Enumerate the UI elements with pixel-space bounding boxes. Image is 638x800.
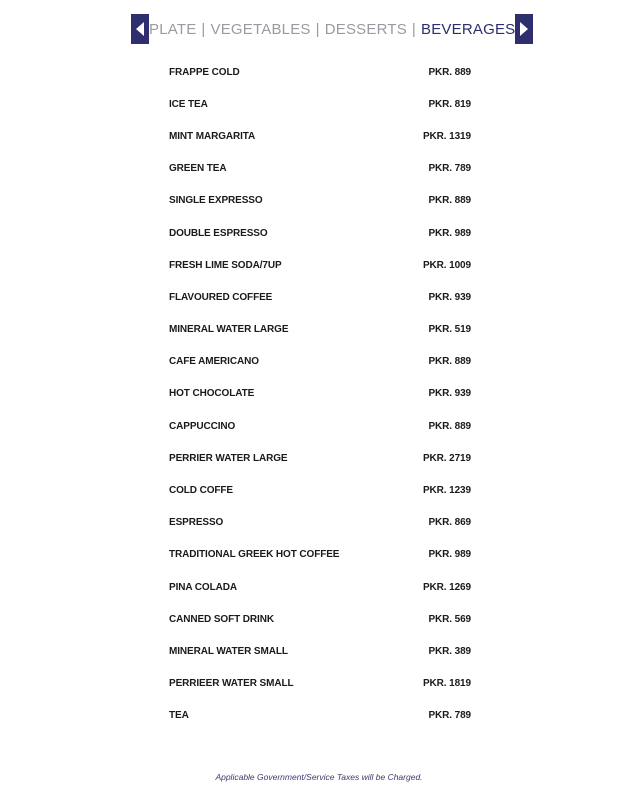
item-price: PKR. 889 — [428, 356, 471, 368]
menu-item — [169, 185, 471, 217]
item-name: TEA — [169, 710, 189, 722]
category-nav — [131, 14, 516, 44]
item-name: FRAPPE COLD — [169, 66, 240, 78]
item-price: PKR. 1009 — [422, 259, 471, 271]
tax-note: Applicable Government/Service Taxes will be Charged. — [215, 772, 423, 782]
menu-item — [169, 88, 471, 120]
menu-item — [169, 217, 471, 249]
menu-item — [169, 120, 471, 152]
menu-item — [169, 153, 471, 185]
item-name: MINERAL WATER LARGE — [169, 324, 289, 336]
menu-item — [169, 474, 471, 506]
item-name: MINERAL WATER SMALL — [169, 645, 288, 657]
menu-item — [169, 442, 471, 474]
chevron-left-icon — [135, 21, 145, 37]
chevron-right-icon — [519, 21, 529, 37]
item-price: PKR. 789 — [428, 163, 471, 175]
menu-item — [169, 378, 471, 410]
menu-item — [169, 603, 471, 635]
menu-item — [169, 281, 471, 313]
menu-item — [169, 410, 471, 442]
menu-item — [169, 668, 471, 700]
tab-beverages[interactable]: BEVERAGES — [421, 20, 516, 38]
menu-item — [169, 346, 471, 378]
item-price: PKR. 989 — [428, 549, 471, 561]
item-price: PKR. 1319 — [422, 130, 471, 142]
item-name: HOT CHOCOLATE — [169, 388, 255, 400]
menu-item — [169, 249, 471, 281]
item-price: PKR. 889 — [428, 195, 471, 207]
item-price: PKR. 2719 — [422, 452, 471, 464]
item-name: FRESH LIME SODA/7UP — [169, 259, 282, 271]
item-name: DOUBLE ESPRESSO — [169, 227, 268, 239]
item-price: PKR. 1819 — [422, 678, 471, 690]
item-price: PKR. 519 — [428, 324, 471, 336]
beverage-menu-list — [169, 56, 471, 732]
tab-separator: | — [315, 20, 320, 38]
item-name: SINGLE EXPRESSO — [169, 195, 263, 207]
item-price: PKR. 869 — [428, 517, 471, 529]
item-price: PKR. 569 — [428, 613, 471, 625]
item-price: PKR. 889 — [428, 420, 471, 432]
menu-item — [169, 700, 471, 732]
item-name: ESPRESSO — [169, 517, 224, 529]
item-name: PERRIER WATER LARGE — [169, 452, 288, 464]
next-category-button[interactable] — [515, 14, 533, 44]
tab-separator: | — [201, 20, 206, 38]
category-tabs — [149, 21, 515, 38]
item-price: PKR. 389 — [428, 645, 471, 657]
item-name: CAFE AMERICANO — [169, 356, 259, 368]
menu-item — [169, 507, 471, 539]
item-price: PKR. 1269 — [422, 581, 471, 593]
item-price: PKR. 1239 — [422, 485, 471, 497]
item-name: CAPPUCCINO — [169, 420, 236, 432]
item-price: PKR. 789 — [428, 710, 471, 722]
tab-plate[interactable]: PLATE — [149, 20, 197, 38]
item-name: TRADITIONAL GREEK HOT COFFEE — [169, 549, 340, 561]
menu-item — [169, 314, 471, 346]
item-price: PKR. 939 — [428, 291, 471, 303]
prev-category-button[interactable] — [131, 14, 149, 44]
item-price: PKR. 989 — [428, 227, 471, 239]
item-name: FLAVOURED COFFEE — [169, 291, 273, 303]
menu-item — [169, 56, 471, 88]
menu-item — [169, 571, 471, 603]
item-name: PERRIEER WATER SMALL — [169, 678, 294, 690]
item-price: PKR. 819 — [428, 98, 471, 110]
item-name: COLD COFFE — [169, 485, 233, 497]
item-name: ICE TEA — [169, 98, 208, 110]
tab-separator: | — [411, 20, 417, 38]
item-name: MINT MARGARITA — [169, 130, 256, 142]
item-name: CANNED SOFT DRINK — [169, 613, 274, 625]
tab-desserts[interactable]: DESSERTS — [324, 20, 407, 38]
menu-item — [169, 539, 471, 571]
item-name: PINA COLADA — [169, 581, 237, 593]
menu-item — [169, 635, 471, 667]
item-price: PKR. 939 — [428, 388, 471, 400]
item-price: PKR. 889 — [428, 66, 471, 78]
tab-vegetables[interactable]: VEGETABLES — [210, 20, 311, 38]
item-name: GREEN TEA — [169, 163, 227, 175]
